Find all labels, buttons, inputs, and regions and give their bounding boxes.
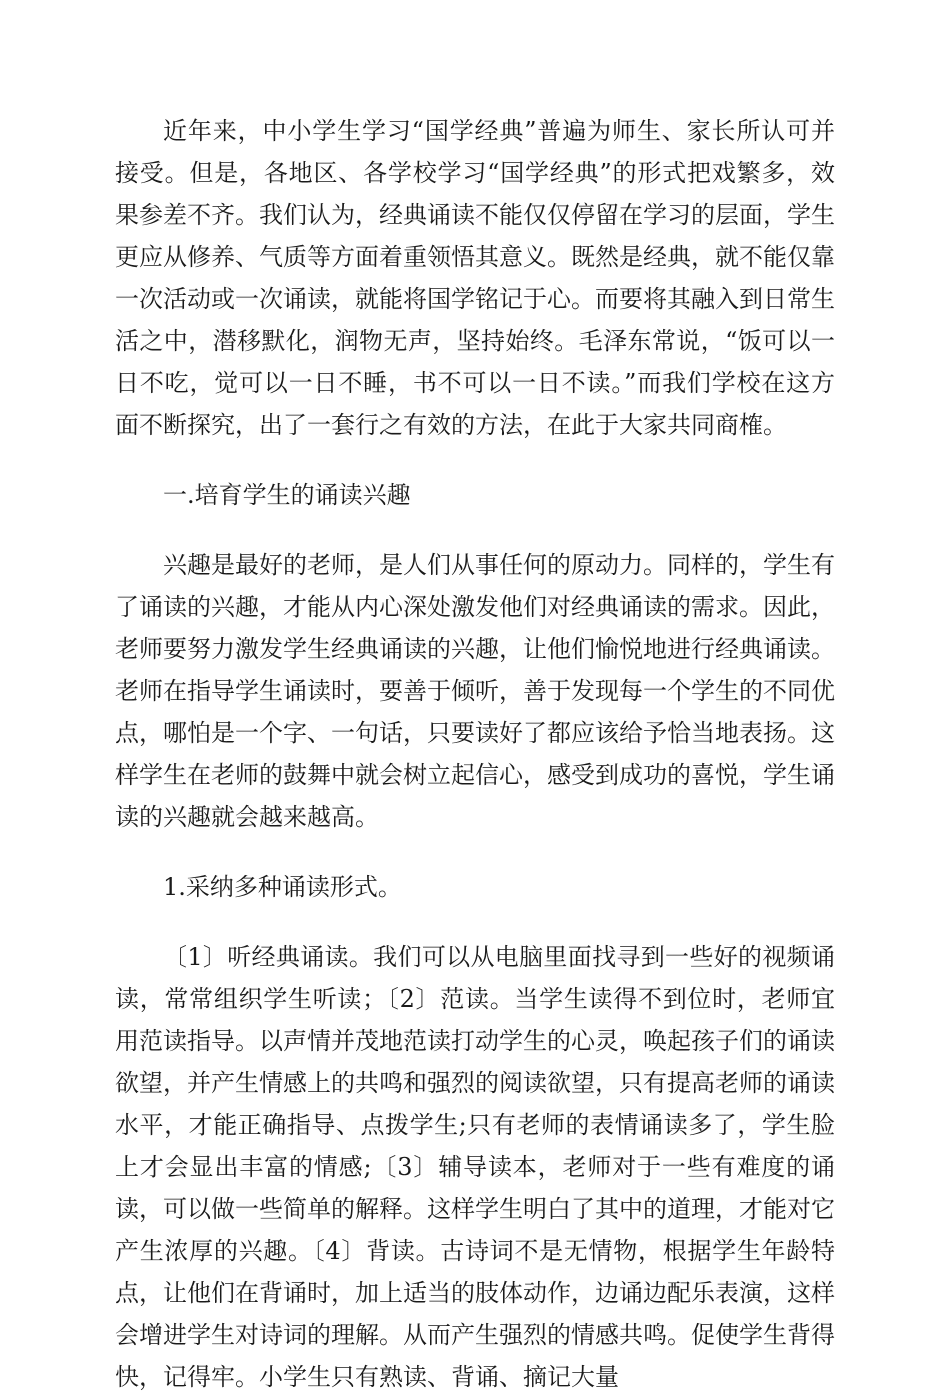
subsection-heading: 1.采纳多种诵读形式。 (163, 873, 402, 901)
interest-paragraph: 兴趣是最好的老师，是人们从事任何的原动力。同样的，学生有了诵读的兴趣，才能从内心深处激发他们对经典诵读的需求。因此，老师要努力激发学生经典诵读的兴趣，让他们愉悦地进行经典诵读。老师在指导学生诵读时，要善于倾听，善于发现每一个学生的不同优点，哪怕是一个字、一句话，只要读好了都应该给予恰当地表扬。这样学生在老师的鼓舞中就会树立起信心，感受到成功的喜悦，学生诵读的兴趣就会越来越高。 (115, 551, 835, 831)
paragraph-gap (115, 446, 835, 474)
paragraph-gap (115, 838, 835, 866)
section-heading: 一.培育学生的诵读兴趣 (163, 481, 411, 509)
document-body (115, 110, 835, 1398)
methods-paragraph: 〔1〕听经典诵读。我们可以从电脑里面找寻到一些好的视频诵读，常常组织学生听读；〔2〕范读。当学生读得不到位时，老师宜用范读指导。以声情并茂地范读打动学生的心灵，唤起孩子们的诵读欲望，并产生情感上的共鸣和强烈的阅读欲望，只有提高老师的诵读水平，才能正确指导、点拨学生;只有老师的表情诵读多了，学生脸上才会显出丰富的情感;〔3〕辅导读本，老师对于一些有难度的诵读，可以做一些简单的解释。这样学生明白了其中的道理，才能对它产生浓厚的兴趣。〔4〕背读。古诗词不是无情物，根据学生年龄特点，让他们在背诵时，加上适当的肢体动作，边诵边配乐表演，这样会增进学生对诗词的理解。从而产生强烈的情感共鸣。促使学生背得快，记得牢。小学生只有熟读、背诵、摘记大量 (115, 943, 835, 1391)
paragraph-gap (115, 516, 835, 544)
intro-paragraph: 近年来，中小学生学习“国学经典”普遍为师生、家长所认可并接受。但是，各地区、各学校学习“国学经典”的形式把戏繁多，效果参差不齐。我们认为，经典诵读不能仅仅停留在学习的层面，学生更应从修养、气质等方面着重领悟其意义。既然是经典，就不能仅靠一次活动或一次诵读，就能将国学铭记于心。而要将其融入到日常生活之中，潜移默化，润物无声，坚持始终。毛泽东常说，“饭可以一日不吃，觉可以一日不睡，书不可以一日不读。”而我们学校在这方面不断探究，出了一套行之有效的方法，在此于大家共同商榷。 (115, 117, 835, 439)
paragraph-gap (115, 908, 835, 936)
